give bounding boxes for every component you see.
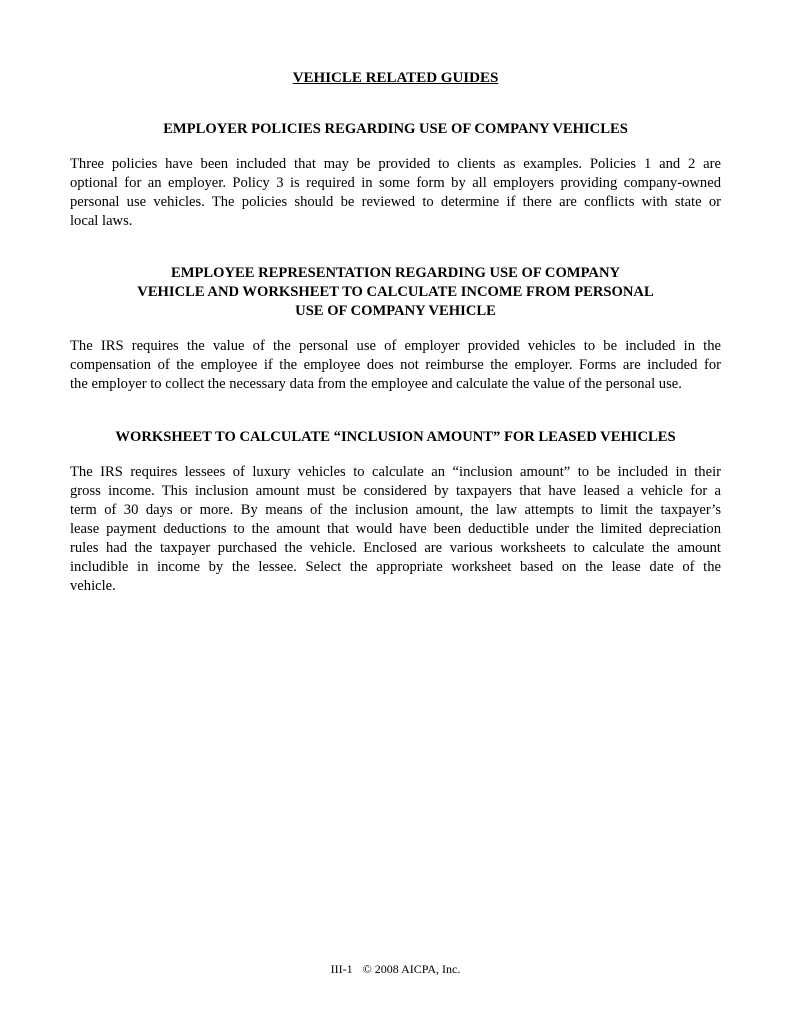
paragraph-line: vehicle. (70, 578, 116, 594)
paragraph-line: The IRS requires the value of the personal use of employer provided vehicles to be included in the (70, 338, 721, 354)
paragraph-line: compensation of the employee if the employee does not reimburse the employer. Forms are included for (70, 357, 721, 373)
paragraph-line: the employer to collect the necessary data from the employee and calculate the value of the personal use. (70, 376, 682, 392)
paragraph-line: The IRS requires lessees of luxury vehicles to calculate an “inclusion amount” to be included in their (70, 464, 721, 480)
section-paragraph-inclusion-amount (70, 463, 721, 596)
paragraph-line: term of 30 days or more. By means of the inclusion amount, the law attempts to limit the taxpayer’s (70, 502, 721, 518)
page-footer (0, 962, 791, 977)
section-paragraph-employer-policies (70, 155, 721, 231)
copyright-notice: © 2008 AICPA, Inc. (362, 962, 461, 976)
page-title: VEHICLE RELATED GUIDES (292, 70, 499, 86)
paragraph-line: Three policies have been included that may be provided to clients as examples. Policies 1 and 2 are (70, 156, 721, 172)
paragraph-line: local laws. (70, 213, 133, 229)
heading-line: EMPLOYER POLICIES REGARDING USE OF COMPANY VEHICLES (163, 121, 628, 137)
paragraph-line: lease payment deductions to the amount that would have been deductible under the limited depreciation (70, 521, 721, 537)
heading-line: EMPLOYEE REPRESENTATION REGARDING USE OF COMPANY (170, 265, 621, 281)
section-heading-inclusion-amount (70, 428, 721, 447)
paragraph-line: includible in income by the lessee. Select the appropriate worksheet based on the lease date of the (70, 559, 721, 575)
section-paragraph-employee-representation (70, 337, 721, 394)
heading-line: VEHICLE AND WORKSHEET TO CALCULATE INCOME FROM PERSONAL (137, 284, 654, 300)
section-heading-employee-representation (70, 264, 721, 321)
paragraph-line: personal use vehicles. The policies should be reviewed to determine if there are conflicts with state or (70, 194, 721, 210)
section-heading-employer-policies (70, 120, 721, 139)
heading-line: USE OF COMPANY VEHICLE (295, 303, 496, 319)
paragraph-line: optional for an employer. Policy 3 is required in some form by all employers providing company-owned (70, 175, 721, 191)
heading-line: WORKSHEET TO CALCULATE “INCLUSION AMOUNT” FOR LEASED VEHICLES (115, 429, 676, 445)
paragraph-line: gross income. This inclusion amount must be considered by taxpayers that have leased a vehicle for a (70, 483, 721, 499)
paragraph-line: rules had the taxpayer purchased the vehicle. Enclosed are various worksheets to calculate the amount (70, 540, 721, 556)
page-number: III-1 (330, 962, 353, 976)
